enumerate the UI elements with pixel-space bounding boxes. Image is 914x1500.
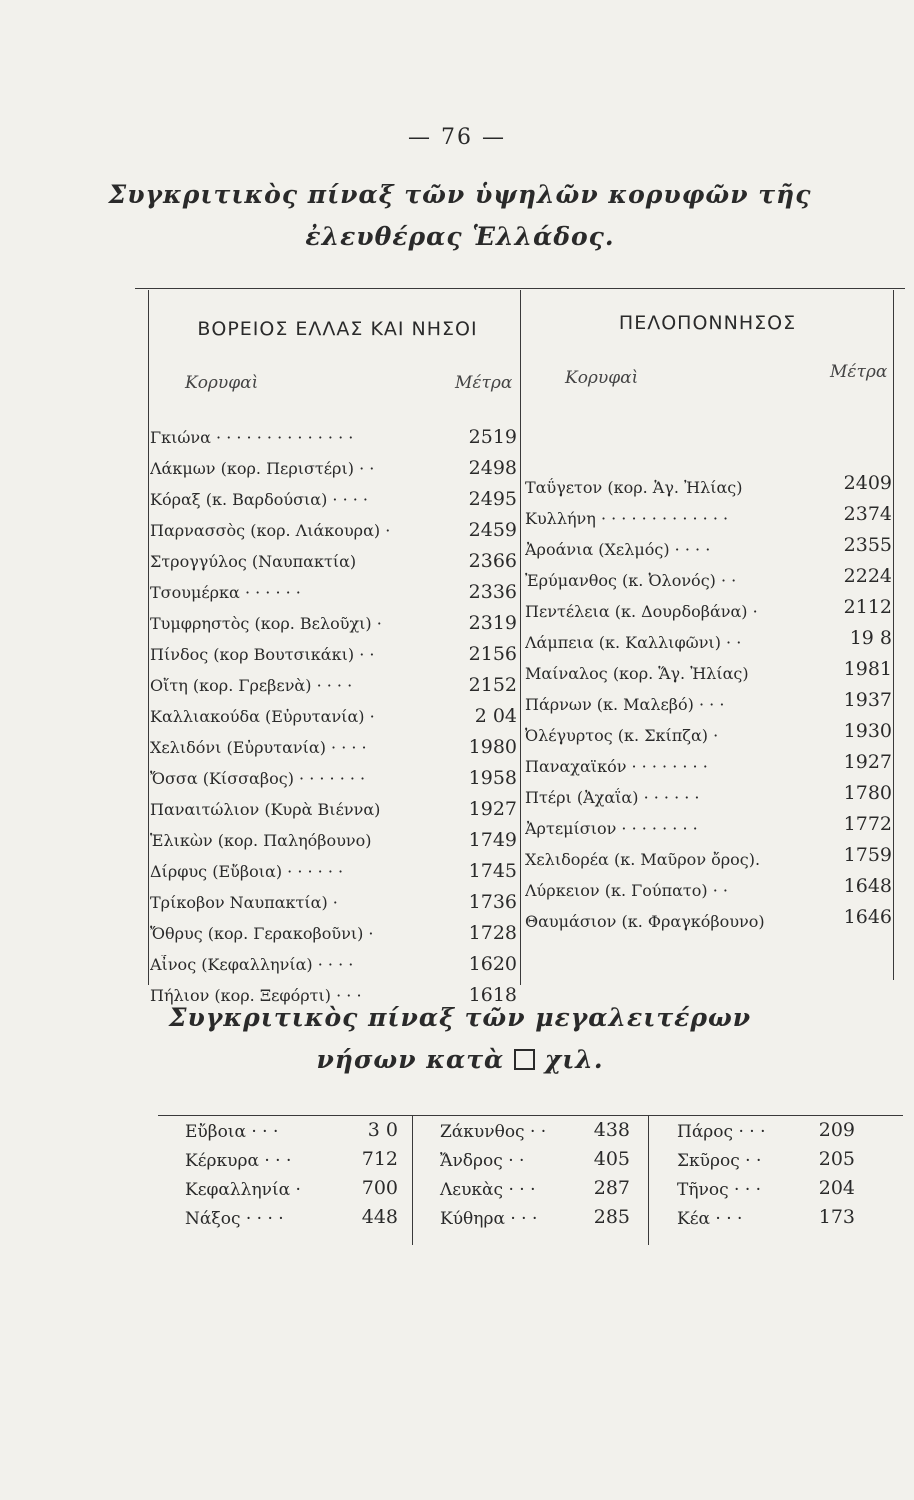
north-peak-name: Δίρφυς (Εὔβοια) · · · · · · xyxy=(150,862,344,881)
north-peak-name: Καλλιακούδα (Εὐρυτανία) · xyxy=(150,707,375,726)
north-peak-meters: 2519 xyxy=(468,426,517,448)
north-peak-name: Αἶνος (Κεφαλληνία) · · · · xyxy=(150,955,354,974)
north-peak-name: Πήλιον (κορ. Ξεφόρτι) · · · xyxy=(150,986,362,1005)
pelop-peak-meters: 19 8 xyxy=(849,627,892,649)
north-peak-meters: 2319 xyxy=(468,612,517,634)
north-peak-meters: 2336 xyxy=(468,581,517,603)
island-area: 700 xyxy=(361,1177,398,1199)
islands-top-rule xyxy=(158,1115,903,1116)
north-peak-meters: 1980 xyxy=(468,736,517,758)
pelop-peak-name: Κυλλήνη · · · · · · · · · · · · · xyxy=(525,509,729,528)
north-peak-name: Παρνασσὸς (κορ. Λιάκουρα) · xyxy=(150,521,391,540)
north-peak-name: Χελιδόνι (Εὐρυτανία) · · · · xyxy=(150,738,367,757)
pelop-peak-name: Ἀρτεμίσιον · · · · · · · · xyxy=(525,819,698,838)
north-peak-name: Γκιώνα · · · · · · · · · · · · · · xyxy=(150,428,354,447)
pelop-peak-meters: 1927 xyxy=(843,751,892,773)
pelop-peak-meters: 2355 xyxy=(843,534,892,556)
island-area: 712 xyxy=(361,1148,398,1170)
north-peak-meters: 1736 xyxy=(468,891,517,913)
north-peak-meters: 1749 xyxy=(468,829,517,851)
island-name: Κέα · · · xyxy=(677,1209,743,1229)
north-peak-name: Παναιτώλιον (Κυρὰ Βιέννα) xyxy=(150,800,381,819)
island-name: Ζάκυνθος · · xyxy=(440,1122,547,1142)
peloponnese-heading: ΠΕΛΟΠΟΝΝΗΣΟΣ xyxy=(618,312,797,334)
pelop-peak-meters: 1930 xyxy=(843,720,892,742)
table-title-line2: ἐλευθέρας Ἑλλάδος. xyxy=(305,222,615,251)
island-name: Εὔβοια · · · xyxy=(185,1122,279,1142)
pelop-peak-meters: 1937 xyxy=(843,689,892,711)
north-peak-name: Ἑλικὼν (κορ. Παληόβουνο) xyxy=(150,831,372,850)
pelop-peak-name: Ὀλέγυρτος (κ. Σκίπζα) · xyxy=(525,726,719,745)
island-area: 173 xyxy=(818,1206,855,1228)
pelop-peak-name: Ἀροάνια (Χελμός) · · · · xyxy=(525,540,711,559)
island-area: 3 0 xyxy=(367,1119,398,1141)
islands-title-line2 xyxy=(60,1045,860,1074)
island-name: Νάξος · · · · xyxy=(185,1209,284,1229)
north-peak-name: Ὄσσα (Κίσσαβος) · · · · · · · xyxy=(150,769,366,788)
island-area: 285 xyxy=(593,1206,630,1228)
north-peak-meters: 1745 xyxy=(468,860,517,882)
north-heading: ΒΟΡΕΙΟΣ ΕΛΛΑΣ ΚΑΙ ΝΗΣΟΙ xyxy=(197,318,478,340)
island-area: 209 xyxy=(818,1119,855,1141)
north-peak-meters: 1728 xyxy=(468,922,517,944)
pelop-peak-meters: 2374 xyxy=(843,503,892,525)
pelop-peak-name: Ταΰγετον (κορ. Ἁγ. Ἠλίας) xyxy=(525,478,743,497)
north-peak-name: Τσουμέρκα · · · · · · xyxy=(150,583,301,602)
island-name: Σκῦρος · · xyxy=(677,1151,762,1171)
pelop-peak-meters: 2224 xyxy=(843,565,892,587)
pelop-peak-meters: 1648 xyxy=(843,875,892,897)
page-number: — 76 — xyxy=(408,125,506,150)
island-area: 205 xyxy=(818,1148,855,1170)
pelop-peak-name: Πεντέλεια (κ. Δουρδοβάνα) · xyxy=(525,602,758,621)
islands-rule-2 xyxy=(648,1115,649,1245)
pelop-peak-name: Πάρνων (κ. Μαλεβό) · · · xyxy=(525,695,725,714)
island-name: Πάρος · · · xyxy=(677,1122,766,1142)
north-peak-meters: 2459 xyxy=(468,519,517,541)
table-middle-rule xyxy=(520,290,521,985)
pelop-peak-name: Παναχαϊκόν · · · · · · · · xyxy=(525,757,708,776)
north-peak-name: Κόραξ (κ. Βαρδούσια) · · · · xyxy=(150,490,368,509)
island-name: Κύθηρα · · · xyxy=(440,1209,538,1229)
north-col-peaks: Κορυφαὶ xyxy=(185,373,259,393)
pelop-peak-name: Μαίναλος (κορ. Ἅγ. Ἠλίας) xyxy=(525,664,749,683)
north-peak-name: Τυμφρηστὸς (κορ. Βελοῦχι) · xyxy=(150,614,382,633)
pelop-peak-name: Λύρκειον (κ. Γούπατο) · · xyxy=(525,881,728,900)
island-area: 448 xyxy=(361,1206,398,1228)
pelop-col-meters: Μέτρα xyxy=(830,362,888,382)
pelop-peak-meters: 2112 xyxy=(843,596,892,618)
pelop-peak-meters: 1780 xyxy=(843,782,892,804)
islands-rule-1 xyxy=(412,1115,413,1245)
north-peak-meters: 2152 xyxy=(468,674,517,696)
north-peak-name: Λάκμων (κορ. Περιστέρι) · · xyxy=(150,459,375,478)
north-peak-meters: 1927 xyxy=(468,798,517,820)
north-peak-name: Τρίκοβον Ναυπακτία) · xyxy=(150,893,338,912)
north-peak-name: Πίνδος (κορ Βουτσικάκι) · · xyxy=(150,645,375,664)
islands-title-line1: Συγκριτικὸς πίναξ τῶν μεγαλειτέρων xyxy=(168,1003,752,1032)
pelop-peak-meters: 1759 xyxy=(843,844,892,866)
islands-title-unit: χιλ. xyxy=(544,1045,604,1074)
island-area: 438 xyxy=(593,1119,630,1141)
pelop-col-peaks: Κορυφαὶ xyxy=(565,368,639,388)
north-peak-meters: 2 04 xyxy=(474,705,517,727)
pelop-peak-name: Χελιδορέα (κ. Μαῦρον ὄρος). xyxy=(525,850,761,869)
island-area: 287 xyxy=(593,1177,630,1199)
north-peak-meters: 1958 xyxy=(468,767,517,789)
square-symbol-icon xyxy=(514,1049,535,1070)
island-area: 405 xyxy=(593,1148,630,1170)
pelop-peak-name: Ἐρύμανθος (κ. Ὀλονός) · · xyxy=(525,571,737,590)
island-name: Ἄνδρος · · xyxy=(440,1151,525,1171)
island-name: Τῆνος · · · xyxy=(677,1180,762,1200)
north-peak-name: Ὄθρυς (κορ. Γερακοβοῦνι) · xyxy=(150,924,374,943)
island-name: Κεφαλληνία · xyxy=(185,1180,301,1200)
table-right-rule xyxy=(893,290,894,980)
north-col-meters: Μέτρα xyxy=(455,373,513,393)
table-title-line1: Συγκριτικὸς πίναξ τῶν ὑψηλῶν κορυφῶν τῆς xyxy=(108,180,812,209)
pelop-peak-meters: 1772 xyxy=(843,813,892,835)
north-peak-meters: 2498 xyxy=(468,457,517,479)
pelop-peak-name: Θαυμάσιον (κ. Φραγκόβουνο) xyxy=(525,912,765,931)
pelop-peak-meters: 2409 xyxy=(843,472,892,494)
pelop-peak-name: Πτέρι (Ἀχαΐα) · · · · · · xyxy=(525,788,700,807)
north-peak-name: Στρογγύλος (Ναυπακτία) xyxy=(150,552,357,571)
north-peak-meters: 2366 xyxy=(468,550,517,572)
north-peak-name: Οἴτη (κορ. Γρεβενὰ) · · · · xyxy=(150,676,353,695)
north-peak-meters: 1618 xyxy=(468,984,517,1006)
north-peak-meters: 1620 xyxy=(468,953,517,975)
pelop-peak-name: Λάμπεια (κ. Καλλιφῶνι) · · xyxy=(525,633,742,652)
island-name: Λευκὰς · · · xyxy=(440,1180,536,1200)
pelop-peak-meters: 1646 xyxy=(843,906,892,928)
north-peak-meters: 2156 xyxy=(468,643,517,665)
pelop-peak-meters: 1981 xyxy=(843,658,892,680)
table-left-rule xyxy=(148,290,149,985)
islands-title-text: νήσων κατὰ xyxy=(316,1045,505,1074)
island-name: Κέρκυρα · · · xyxy=(185,1151,292,1171)
north-peak-meters: 2495 xyxy=(468,488,517,510)
table-top-rule xyxy=(135,288,905,289)
island-area: 204 xyxy=(818,1177,855,1199)
